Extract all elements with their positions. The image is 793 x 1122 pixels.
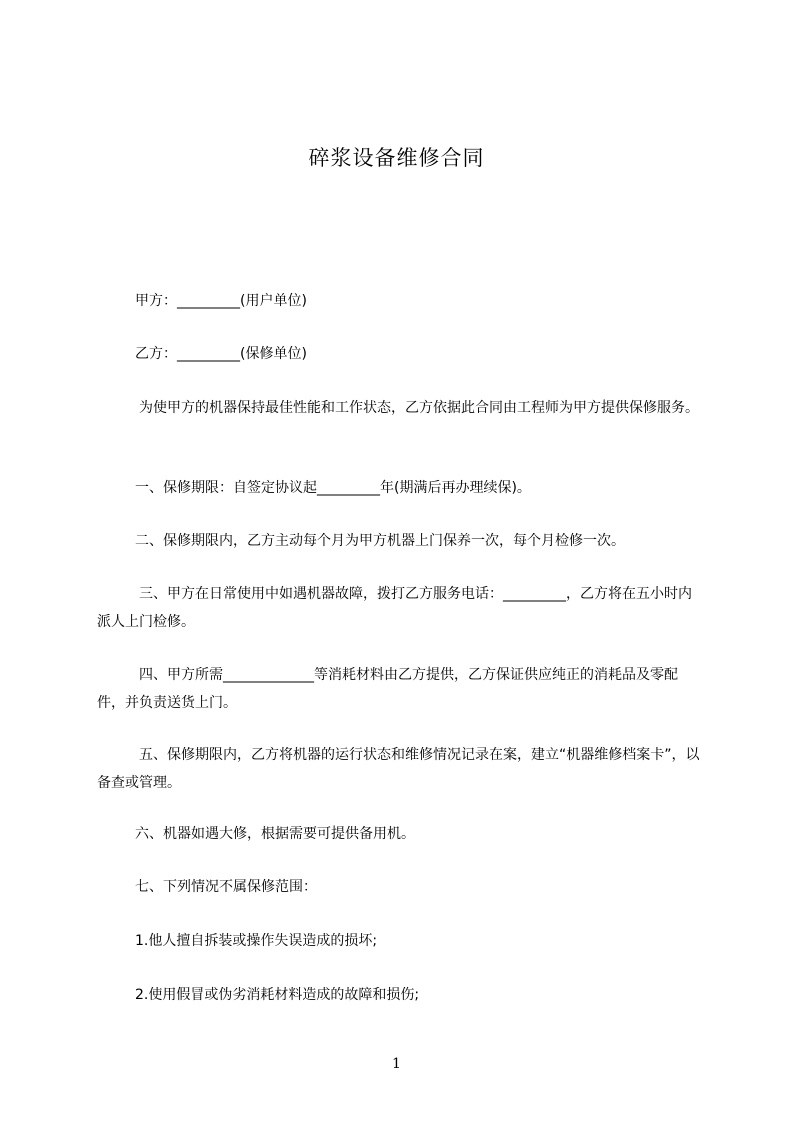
clause-6: 六、机器如遇大修，根据需要可提供备用机。 [135,826,415,842]
clause-5: 五、保修期限内，乙方将机器的运行状态和维修情况记录在案，建立“机器维修档案卡”，以备查或管理。 [97,747,700,791]
clause-7: 七、下列情况不属保修范围： [135,879,317,895]
exclusion-item-1: 1.他人擅自拆装或操作失误造成的损坏; [135,933,378,949]
clause-3: 三、甲方在日常使用中如遇机器故障，拨打乙方服务电话：_________，乙方将在五小时内派人上门检修。 [97,586,692,630]
exclusion-item-2: 2.使用假冒或伪劣消耗材料造成的故障和损伤; [135,987,420,1003]
clause-4: 四、甲方所需_____________等消耗材料由乙方提供，乙方保证供应纯正的消耗品及零配件，并负责送货上门。 [97,667,678,711]
page-number: 1 [392,1056,401,1072]
clause-1: 一、保修期限：自签定协议起_________年(期满后再办理续保)。 [135,480,531,496]
party-a-line: 甲方：_________(用户单位) [135,293,307,309]
party-b-line: 乙方：_________(保修单位) [135,346,307,362]
clause-2: 二、保修期限内，乙方主动每个月为甲方机器上门保养一次，每个月检修一次。 [135,533,625,549]
intro-paragraph: 为使甲方的机器保持最佳性能和工作状态，乙方依据此合同由工程师为甲方提供保修服务。 [139,400,699,416]
document-title: 碎浆设备维修合同 [308,146,485,170]
